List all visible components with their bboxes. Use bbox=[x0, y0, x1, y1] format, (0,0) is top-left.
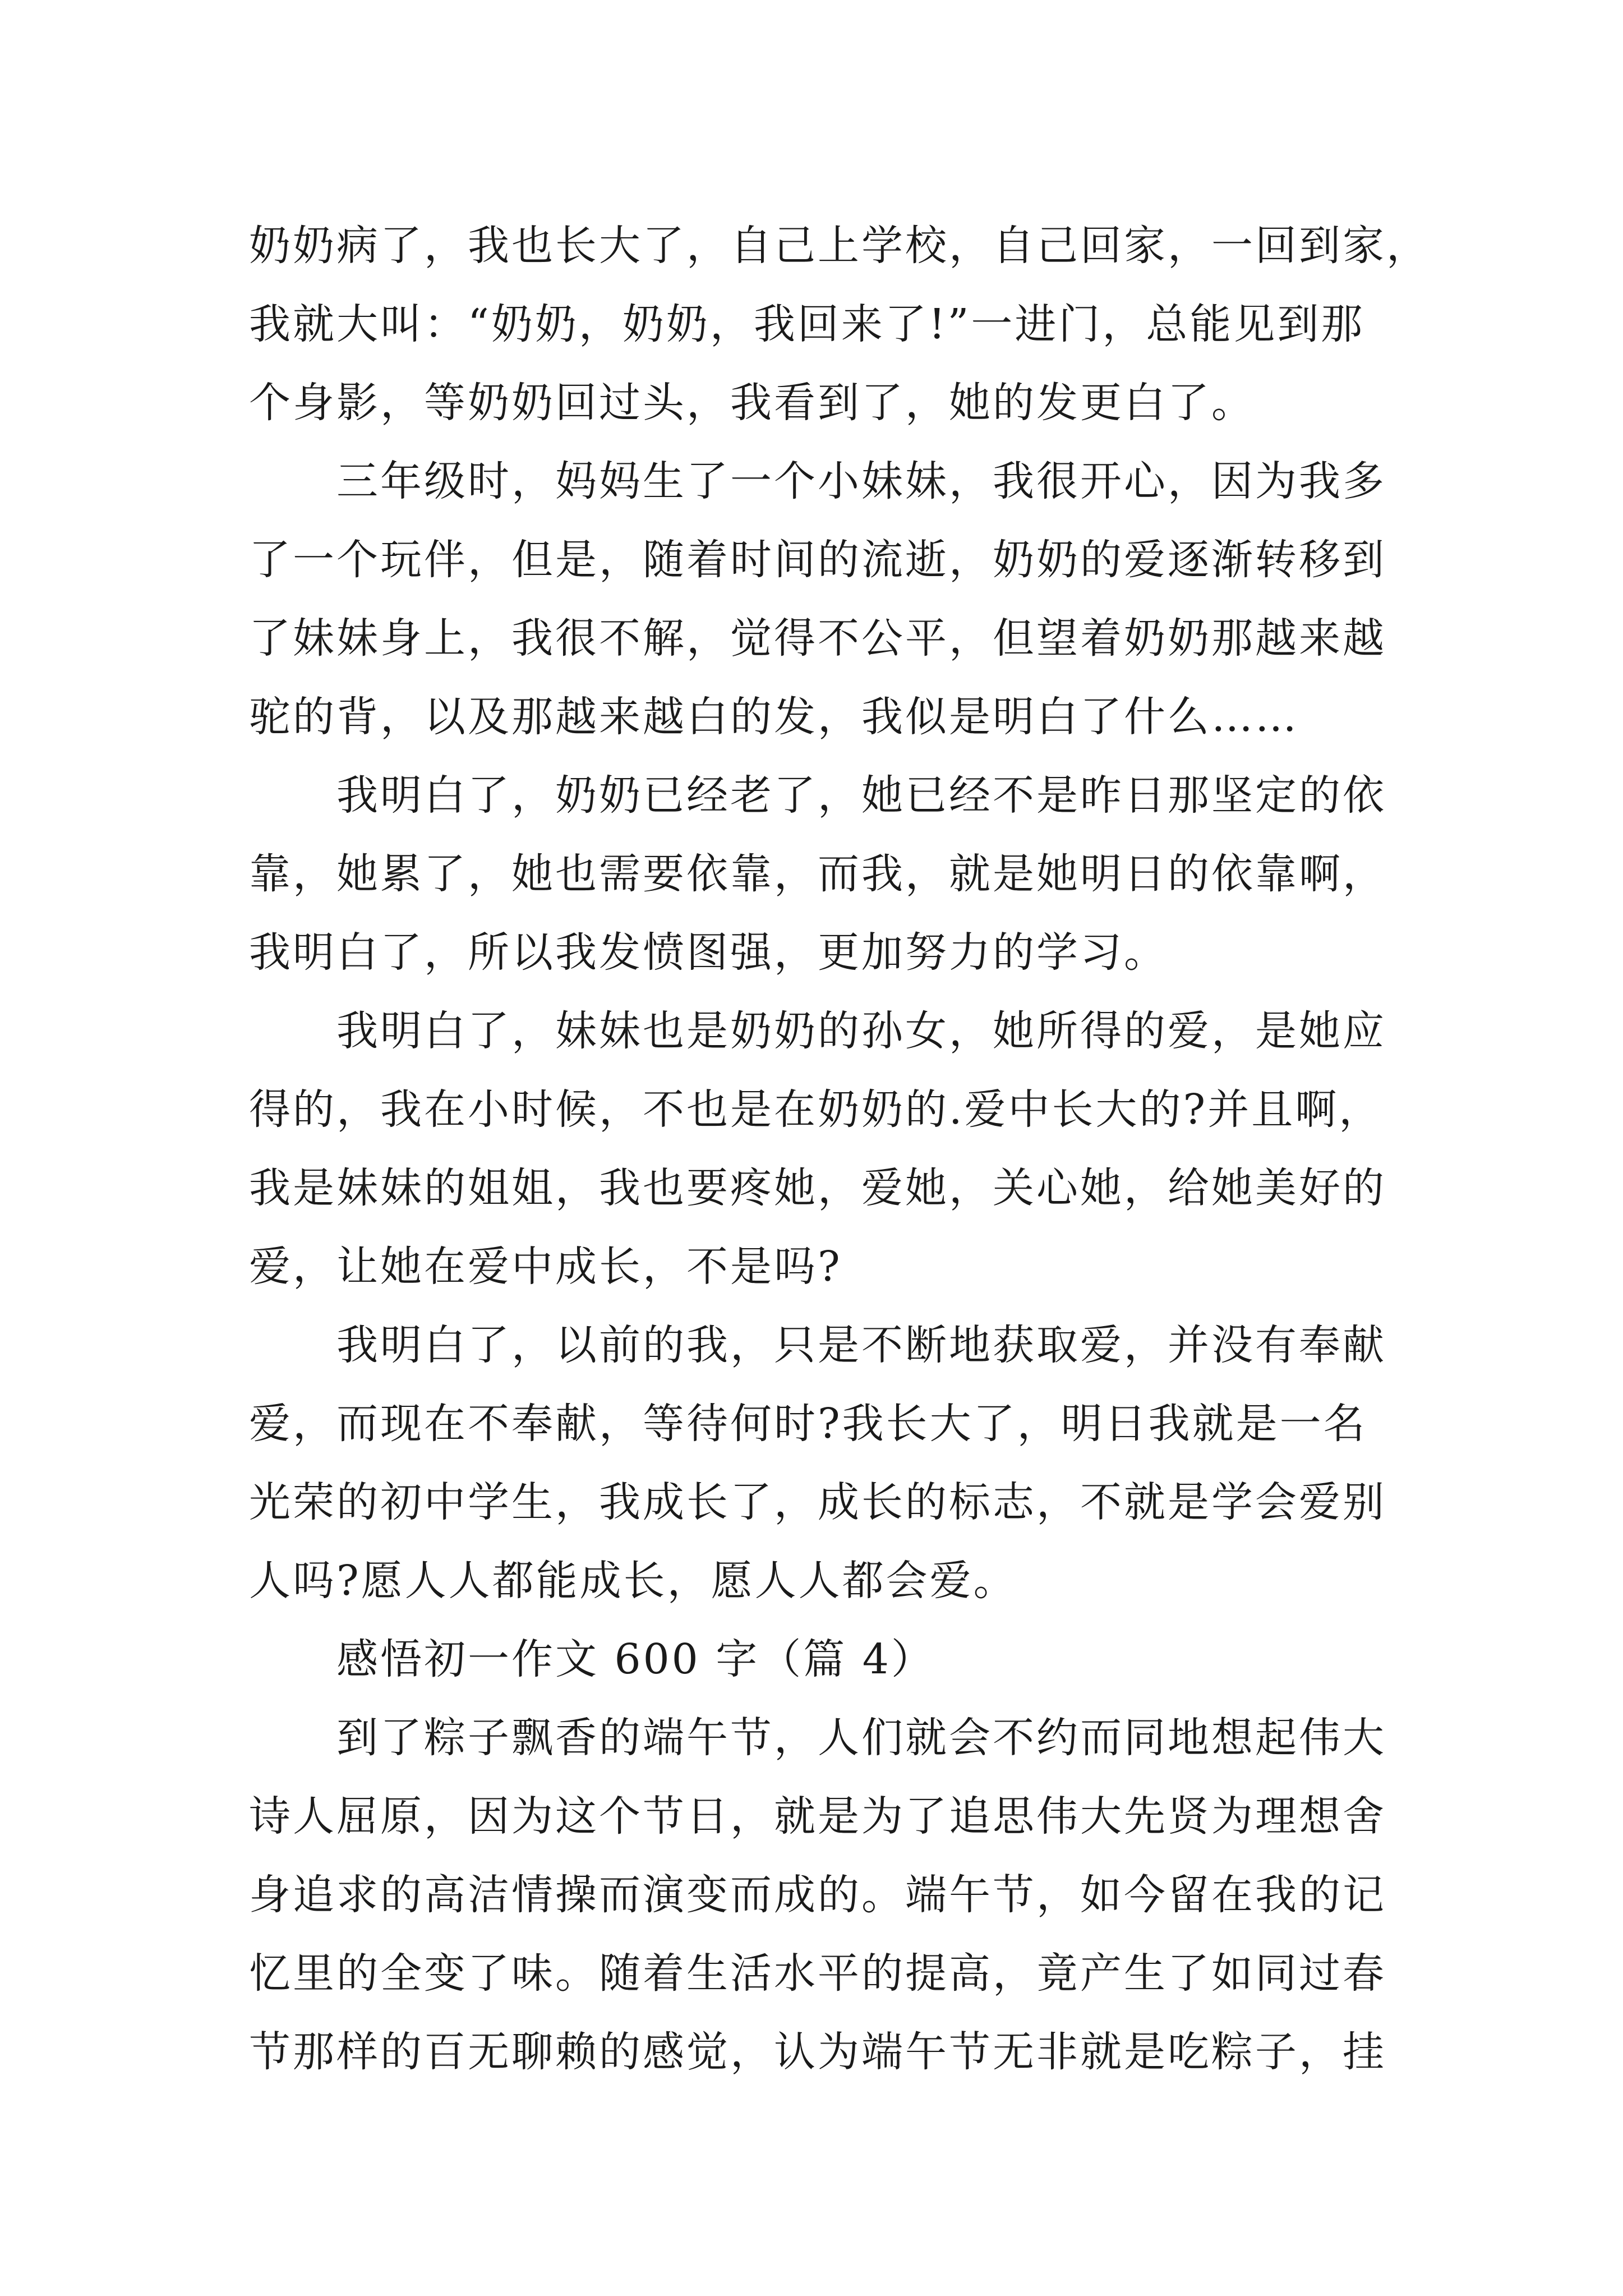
text-line: 爱，让她在爱中成长，不是吗? bbox=[249, 1243, 842, 1291]
text-line: 节那样的百无聊赖的感觉，认为端午节无非就是吃粽子，挂 bbox=[249, 2028, 1386, 2076]
text-line: 诗人屈原，因为这个节日，就是为了追思伟大先贤为理想舍 bbox=[249, 1792, 1386, 1841]
text-line: 爱，而现在不奉献，等待何时?我长大了，明日我就是一名 bbox=[249, 1400, 1367, 1448]
text-line: 个身影，等奶奶回过头，我看到了，她的发更白了。 bbox=[249, 379, 1255, 427]
paragraph-start-line: 我明白了，妹妹也是奶奶的孙女，她所得的爱，是她应 bbox=[336, 1007, 1386, 1055]
text-line: 忆里的全变了味。随着生活水平的提高，竟产生了如同过春 bbox=[249, 1949, 1386, 1998]
text-line: 我是妹妹的姐姐，我也要疼她，爱她，关心她，给她美好的 bbox=[249, 1164, 1386, 1212]
paragraph-start-line: 到了粽子飘香的端午节，人们就会不约而同地想起伟大 bbox=[336, 1714, 1386, 1762]
body-text bbox=[249, 206, 1430, 2091]
text-line: 奶奶病了，我也长大了，自己上学校，自己回家，一回到家， bbox=[249, 222, 1430, 270]
text-line: 驼的背，以及那越来越白的发，我似是明白了什么…… bbox=[249, 693, 1299, 741]
text-line: 靠，她累了，她也需要依靠，而我，就是她明日的依靠啊， bbox=[249, 850, 1386, 898]
section-heading: 感悟初一作文 600 字（篇 4） bbox=[336, 1635, 935, 1683]
text-line: 我明白了，所以我发愤图强，更加努力的学习。 bbox=[249, 928, 1168, 977]
text-line: 身追求的高洁情操而演变而成的。端午节，如今留在我的记 bbox=[249, 1871, 1386, 1919]
text-line: 得的，我在小时候，不也是在奶奶的.爱中长大的?并且啊， bbox=[249, 1085, 1383, 1134]
text-line: 光荣的初中学生，我成长了，成长的标志，不就是学会爱别 bbox=[249, 1478, 1386, 1526]
text-line: 了一个玩伴，但是，随着时间的流逝，奶奶的爱逐渐转移到 bbox=[249, 536, 1386, 584]
paragraph-start-line: 我明白了，以前的我，只是不断地获取爱，并没有奉献 bbox=[336, 1321, 1386, 1369]
text-line: 了妹妹身上，我很不解，觉得不公平，但望着奶奶那越来越 bbox=[249, 614, 1386, 662]
paragraph-start-line: 我明白了，奶奶已经老了，她已经不是昨日那坚定的依 bbox=[336, 771, 1386, 820]
paragraph-start-line: 三年级时，妈妈生了一个小妹妹，我很开心，因为我多 bbox=[336, 457, 1386, 505]
text-line: 我就大叫：“奶奶，奶奶，我回来了!”一进门，总能见到那 bbox=[249, 300, 1365, 348]
text-line: 人吗?愿人人都能成长，愿人人都会爱。 bbox=[249, 1557, 1017, 1605]
